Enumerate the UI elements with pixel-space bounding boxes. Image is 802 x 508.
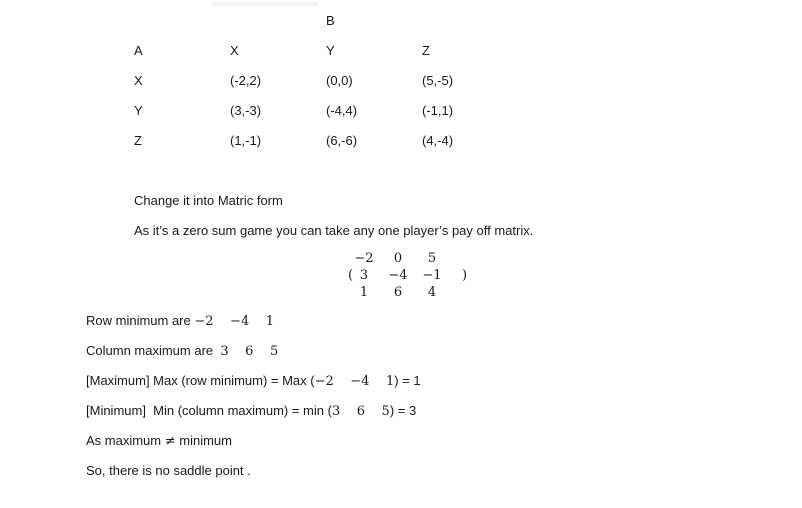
column-header: Y: [326, 43, 335, 58]
minimum-suffix: ) = 3: [389, 403, 417, 418]
maximum-line: [86, 373, 421, 390]
maximum-suffix: ) = 1: [394, 373, 421, 388]
column-header: X: [230, 43, 239, 58]
matrix-cell: −1: [422, 268, 442, 283]
matrix-cell: 5: [427, 251, 437, 266]
row-header: Z: [134, 133, 142, 148]
minimum-values: 3 6 5: [331, 404, 390, 419]
table-cell: (3,-3): [230, 103, 262, 118]
row-minimum-line: [86, 313, 274, 330]
matrix-close-paren: ): [462, 268, 468, 283]
not-equal-symbol: ≠: [164, 434, 176, 449]
column-header: Z: [422, 43, 430, 58]
top-scroll-strip: [212, 2, 318, 6]
player-b-label: B: [326, 13, 335, 28]
matrix-cell: 1: [359, 285, 369, 300]
maximum-values: −2 −4 1: [314, 374, 395, 389]
as-minimum-text: minimum: [175, 433, 232, 448]
table-cell: (5,-5): [422, 73, 454, 88]
matrix-cell: 4: [427, 285, 437, 300]
table-cell: (-2,2): [230, 73, 262, 88]
matrix-cell: 3: [359, 268, 369, 283]
minimum-prefix: [Minimum] Min (column maximum) = min (: [86, 403, 332, 418]
table-cell: (1,-1): [230, 133, 262, 148]
column-maximum-values: 3 6 5: [220, 344, 279, 359]
row-header: Y: [134, 103, 143, 118]
matrix-cell: −2: [354, 251, 374, 266]
change-matrix-line: Change it into Matric form: [134, 193, 283, 208]
player-a-label: A: [134, 43, 143, 58]
minimum-line: [86, 403, 416, 420]
matrix-cell: 0: [393, 251, 403, 266]
conclusion-line: So, there is no saddle point .: [86, 463, 251, 478]
matrix-cell: 6: [393, 285, 403, 300]
maximum-prefix: [Maximum] Max (row minimum) = Max (: [86, 373, 315, 388]
column-maximum-label: Column maximum are: [86, 343, 221, 358]
table-cell: (0,0): [326, 73, 353, 88]
row-header: X: [134, 73, 143, 88]
row-minimum-values: −2 −4 1: [194, 314, 275, 329]
comparison-line: [86, 433, 232, 450]
matrix-cell: −4: [388, 268, 408, 283]
matrix-open-paren: (: [348, 268, 354, 283]
zero-sum-line: As it’s a zero sum game you can take any one player’s pay off matrix.: [134, 223, 534, 238]
table-cell: (-4,4): [326, 103, 358, 118]
column-maximum-line: [86, 343, 278, 360]
as-maximum-text: As maximum: [86, 433, 165, 448]
table-cell: (6,-6): [326, 133, 358, 148]
table-cell: (-1,1): [422, 103, 454, 118]
table-cell: (4,-4): [422, 133, 454, 148]
row-minimum-label: Row minimum are: [86, 313, 195, 328]
